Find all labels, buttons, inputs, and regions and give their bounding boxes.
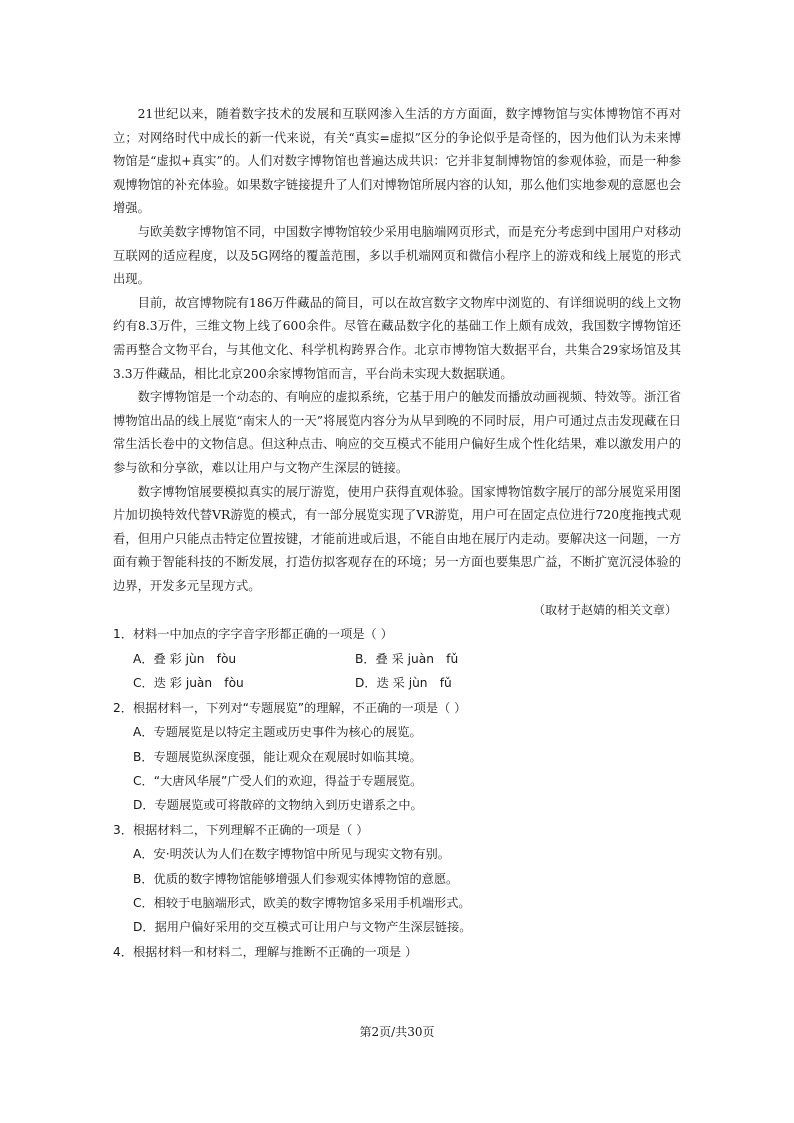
question-1-title: 1．材料一中加点的字字音字形都正确的一项是（ ） (113, 627, 393, 642)
material-paragraph-1: 21世纪以来，随着数字技术的发展和互联网渗入生活的方方面面，数字博物馆与实体博物馆不再对立；对网络时代中成长的新一代来说，有关“真实=虚拟”区分的争论似乎是奇怪的，因为他们认为未来博物馆是“虚拟+真实”的。人们对数字博物馆也普遍达成共识：它并非复制博物馆的参观体验，而是一种参观博物馆的补充体验。如果数字链接提升了人们对博物馆所展内容的认知，那么他们实地参观的意愿也会增强。 (113, 107, 681, 216)
question-1-options (113, 647, 681, 696)
question-2 (113, 696, 681, 818)
question-4-title: 4．根据材料一和材料二，理解与推断不正确的一项是 ） (113, 944, 418, 959)
question-1-option-d[interactable]: D．迭 采 jùn fǔ (355, 676, 452, 691)
material-paragraph-4: 数字博物馆是一个动态的、有响应的虚拟系统，它基于用户的触发而播放动画视频、特效等。浙江省博物馆出品的线上展览“南宋人的一天”将展览内容分为从早到晚的不同时辰，用户可通过点击发现藏在日常生活长卷中的文物信息。但这种点击、响应的交互模式不能用户偏好生成个性化结果，难以激发用户的参与欲和分享欲，难以让用户与文物产生深层的链接。 (113, 390, 681, 475)
page-content (113, 103, 681, 964)
question-3-option-d[interactable]: D．据用户偏好采用的交互模式可让用户与文物产生深层链接。 (133, 920, 472, 935)
question-3-option-c[interactable]: C．相较于电脑端形式，欧美的数字博物馆多采用手机端形式。 (133, 895, 471, 910)
question-2-option-a[interactable]: A．专题展览是以特定主题或历史事件为核心的展览。 (133, 725, 422, 740)
question-3-option-b[interactable]: B．优质的数字博物馆能够增强人们参观实体博物馆的意愿。 (133, 871, 459, 886)
question-3-option-a[interactable]: A．安·明茨认为人们在数字博物馆中所见与现实文物有别。 (133, 847, 450, 862)
material-paragraph-3: 目前，故宫博物院有186万件藏品的简目，可以在故宫数字文物库中浏览的、有详细说明的线上文物约有8.3万件，三维文物上线了600余件。尽管在藏品数字化的基础工作上颇有成效，我国数字博物馆还需再整合文物平台，与其他文化、科学机构跨界合作。北京市博物馆大数据平台，共集合29家场馆及其3.3万件藏品，相比北京200余家博物馆而言，平台尚未实现大数据联通。 (113, 295, 681, 381)
question-2-option-c[interactable]: C．“大唐风华展”广受人们的欢迎，得益于专题展览。 (133, 773, 423, 788)
question-1-option-a[interactable]: A．叠 彩 jùn fòu (133, 651, 237, 666)
material-paragraph-5: 数字博物馆展要模拟真实的展厅游览，使用户获得直观体验。国家博物馆数字展厅的部分展览采用图片加切换特效代替VR游览的模式，有一部分展览实现了VR游览，用户可在固定点位进行720度拖拽式观看，但用户只能点击特定位置按键，才能前进或后退，不能自由地在展厅内走动。要解决这一问题，一方面有赖于智能科技的不断发展，打造仿拟客观存在的环境；另一方面也要集思广益，不断扩宽沉浸体验的边界，开发多元呈现方式。 (113, 484, 681, 593)
question-2-option-b[interactable]: B．专题展览纵深度强，能让观众在观展时如临其境。 (133, 749, 422, 764)
question-2-option-d[interactable]: D．专题展览或可将散碎的文物纳入到历史谱系之中。 (133, 798, 423, 813)
question-1-option-b[interactable]: B．叠 采 juàn fǔ (355, 651, 459, 666)
question-3-title: 3．根据材料二，下列理解不正确的一项是（ ） (113, 822, 369, 837)
page-footer: 第2页/共30页 (359, 1025, 435, 1039)
question-1 (113, 622, 681, 695)
material-paragraph-2: 与欧美数字博物馆不同，中国数字博物馆较少采用电脑端网页形式，而是充分考虑到中国用户对移动互联网的适应程度，以及5G网络的覆盖范围，多以手机端网页和微信小程序上的游戏和线上展览的形式出现。 (113, 224, 681, 287)
question-4 (113, 940, 681, 964)
question-3 (113, 818, 681, 940)
question-1-option-c[interactable]: C．迭 彩 juàn fòu (133, 676, 244, 691)
question-2-title: 2．根据材料一，下列对“专题展览”的理解，不正确的一项是（ ） (113, 700, 467, 715)
source-citation: （取材于赵婧的相关文章） (532, 603, 677, 618)
